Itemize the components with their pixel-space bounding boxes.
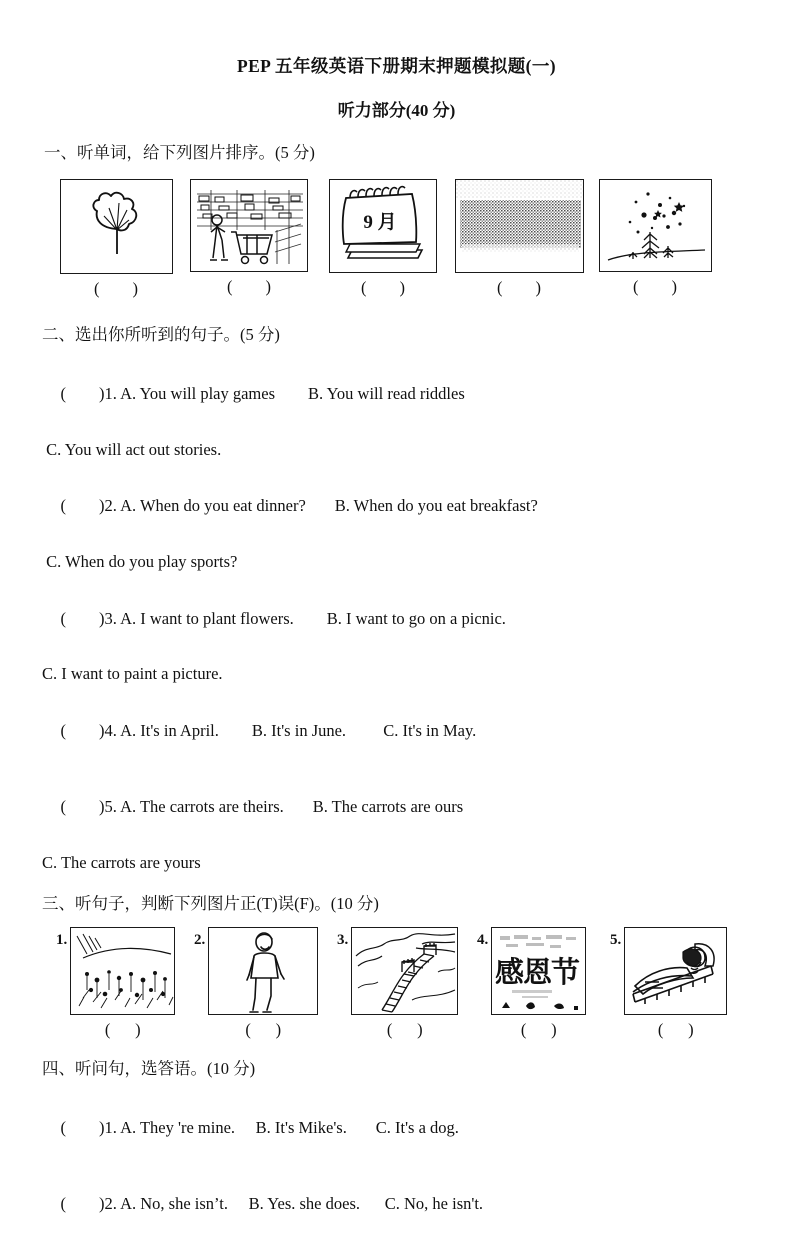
section-2-question-5	[0, 777, 793, 836]
section-1-bracket-3[interactable]: ( )	[361, 278, 405, 298]
section-3-label-3: 3.	[337, 932, 349, 949]
q4-number: 4.	[104, 720, 117, 740]
section-2-heading: 二、选出你所听到的句子。(5 分)	[42, 324, 280, 344]
q5-option-b[interactable]: B. The carrots are ours	[312, 797, 464, 817]
section-3-bracket-1[interactable]: ( )	[104, 1020, 141, 1040]
s4-q2-option-c[interactable]: C. No, he isn't.	[384, 1193, 484, 1213]
q5-bracket[interactable]: ( )	[60, 797, 105, 817]
section-1-heading: 一、听单词，给下列图片排序。(5 分)	[44, 143, 315, 163]
section-2-question-3	[0, 589, 793, 648]
section-1-bracket-2[interactable]: ( )	[227, 277, 271, 297]
s4-q1-option-b[interactable]: B. It's Mike's.	[255, 1117, 347, 1137]
q1-option-b[interactable]: B. You will read riddles	[308, 384, 465, 404]
section-3-label-5: 5.	[610, 932, 622, 949]
q3-bracket[interactable]: ( )	[60, 608, 105, 628]
section-3-heading: 三、听句子，判断下列图片正(T)误(F)。(10 分)	[42, 893, 379, 913]
page-title: PEP 五年级英语下册期末押题模拟题(一)	[236, 56, 556, 76]
thanksgiving-label: 感恩节	[495, 957, 580, 990]
q1-number: 1.	[104, 384, 117, 404]
s4-q2-number: 2.	[104, 1193, 117, 1213]
great-wall-image-frame	[351, 927, 458, 1015]
section-1-picture-cell-4	[448, 179, 590, 298]
q5-number: 5.	[104, 797, 117, 817]
section-1-picture-cell-5	[590, 179, 720, 298]
dark-field-image-frame	[455, 179, 584, 273]
shopping-store-image-frame	[190, 179, 308, 272]
section-2-question-2	[0, 477, 793, 536]
starry-night-tree-icon	[600, 180, 712, 272]
section-2-question-3-option-c[interactable]: C. I want to paint a picture.	[42, 664, 223, 684]
leaf-image-frame	[60, 179, 173, 274]
shopping-store-icon	[191, 180, 308, 272]
section-3-picture-strip	[0, 927, 793, 1039]
q2-number: 2.	[104, 496, 117, 516]
section-1-bracket-4[interactable]: ( )	[497, 278, 541, 298]
section-2-question-2-option-c[interactable]: C. When do you play sports?	[42, 552, 238, 572]
q1-bracket[interactable]: ( )	[60, 384, 105, 404]
person-sleeping-image-frame	[624, 927, 727, 1015]
s4-q2-option-a[interactable]: A. No, she isn’t.	[120, 1193, 228, 1213]
dark-field-icon	[456, 180, 584, 273]
s4-q1-option-c[interactable]: C. It's a dog.	[375, 1117, 459, 1137]
section-3-picture-cell-1	[56, 927, 194, 1039]
q2-option-b[interactable]: B. When do you eat breakfast?	[334, 496, 538, 516]
person-walking-image-frame	[208, 927, 318, 1015]
section-1-picture-cell-3	[318, 179, 448, 298]
thanksgiving-poster-image-frame	[491, 927, 586, 1015]
section-4-question-1	[0, 1098, 793, 1157]
section-1-picture-cell-1	[52, 179, 180, 298]
listening-part-title: 听力部分(40 分)	[337, 101, 456, 120]
s4-q1-bracket[interactable]: ( )	[60, 1117, 105, 1137]
section-3-label-1: 1.	[56, 932, 68, 949]
s4-q1-number: 1.	[104, 1117, 117, 1137]
section-3-label-4: 4.	[477, 932, 489, 949]
calendar-image-frame	[329, 179, 437, 273]
s4-q1-option-a[interactable]: A. They 're mine.	[120, 1117, 236, 1137]
section-1-picture-strip	[0, 179, 793, 298]
section-3-bracket-4[interactable]: ( )	[520, 1020, 557, 1040]
section-4-heading: 四、听问句，选答语。(10 分)	[42, 1058, 256, 1078]
section-2-question-1-option-c[interactable]: C. You will act out stories.	[42, 439, 222, 459]
starry-night-tree-image-frame	[599, 179, 712, 272]
great-wall-icon	[352, 928, 458, 1015]
person-sleeping-icon	[625, 928, 727, 1015]
leaf-icon	[61, 180, 173, 274]
section-2-question-5-option-c[interactable]: C. The carrots are yours	[42, 852, 201, 872]
s4-q2-option-b[interactable]: B. Yes. she does.	[248, 1193, 360, 1213]
section-3-picture-cell-2	[194, 927, 337, 1039]
flower-field-icon	[71, 928, 175, 1015]
s4-q2-bracket[interactable]: ( )	[60, 1193, 105, 1213]
section-3-bracket-5[interactable]: ( )	[657, 1020, 694, 1040]
section-3-picture-cell-3	[337, 927, 477, 1039]
q1-option-a[interactable]: A. You will play games	[120, 384, 276, 404]
q4-option-c[interactable]: C. It's in May.	[383, 720, 477, 740]
q5-option-a[interactable]: A. The carrots are theirs.	[120, 797, 284, 817]
section-3-picture-cell-4	[477, 927, 610, 1039]
section-1-bracket-5[interactable]: ( )	[633, 277, 677, 297]
person-walking-icon	[209, 928, 318, 1015]
calendar-icon	[330, 180, 437, 273]
q4-option-b[interactable]: B. It's in June.	[251, 720, 347, 740]
section-3-picture-cell-5	[610, 927, 730, 1039]
q4-option-a[interactable]: A. It's in April.	[120, 720, 219, 740]
q2-bracket[interactable]: ( )	[60, 496, 105, 516]
q2-option-a[interactable]: A. When do you eat dinner?	[120, 496, 306, 516]
section-2-question-1	[0, 364, 793, 423]
flower-field-image-frame	[70, 927, 175, 1015]
section-4-question-2	[0, 1174, 793, 1233]
section-3-label-2: 2.	[194, 932, 206, 949]
section-3-bracket-3[interactable]: ( )	[386, 1020, 423, 1040]
q3-number: 3.	[104, 608, 117, 628]
calendar-month-label: 9 月	[363, 212, 397, 234]
section-1-picture-cell-2	[180, 179, 318, 298]
thanksgiving-poster-icon	[492, 928, 586, 1015]
section-2-question-4	[0, 701, 793, 760]
q4-bracket[interactable]: ( )	[60, 720, 105, 740]
q3-option-b[interactable]: B. I want to go on a picnic.	[326, 608, 506, 628]
section-1-bracket-1[interactable]: ( )	[94, 279, 138, 299]
section-3-bracket-2[interactable]: ( )	[245, 1020, 282, 1040]
q3-option-a[interactable]: A. I want to plant flowers.	[120, 608, 294, 628]
